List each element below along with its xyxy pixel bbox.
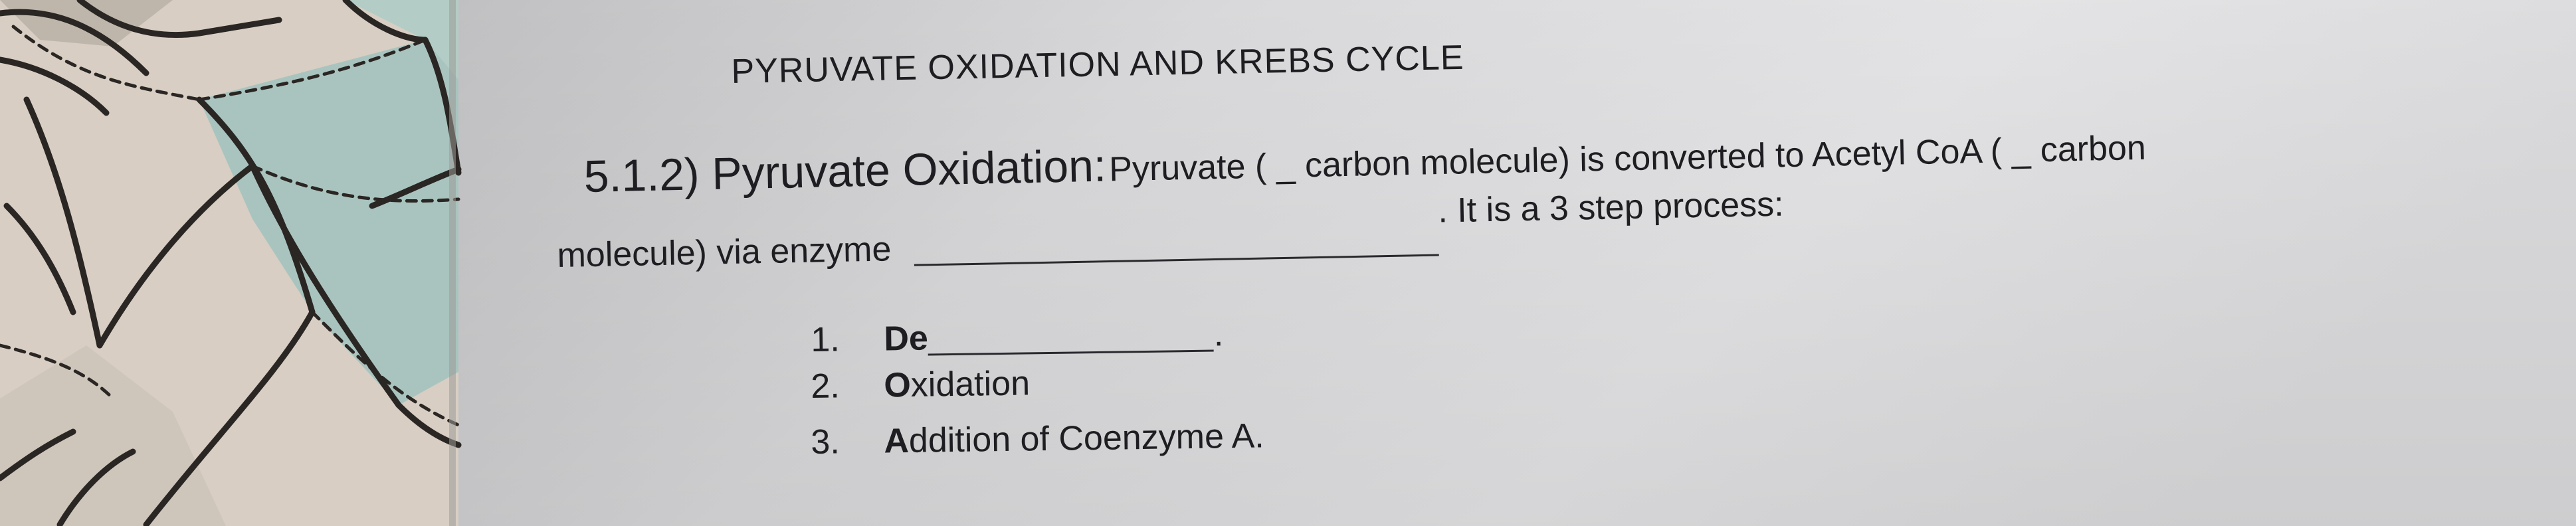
sentence-part-3: . It is a 3 step process:: [1437, 185, 1785, 230]
step-number: 1.: [810, 320, 841, 359]
step-text: ddition of Coenzyme A.: [908, 416, 1265, 460]
step-blank: [928, 321, 1215, 356]
step-initial: A: [883, 421, 910, 461]
step-number: 3.: [810, 422, 841, 462]
step-text: xidation: [910, 364, 1031, 404]
step-number: 2.: [810, 367, 841, 406]
step-item-1: [811, 317, 1224, 357]
step-item-3: [811, 418, 1264, 460]
step-trailing: .: [1213, 315, 1224, 354]
step-initial: O: [883, 365, 912, 405]
document-title: PYRUVATE OXIDATION AND KREBS CYCLE: [730, 38, 1464, 91]
step-item-2: [811, 366, 1030, 404]
step-initial: De: [883, 319, 929, 359]
sentence-part-1: Pyruvate ( _ carbon molecule) is converted to Acetyl CoA ( _ carbon: [1108, 128, 2147, 189]
fabric-pattern: [0, 0, 458, 526]
section-heading: 5.1.2) Pyruvate Oxidation:: [583, 140, 1107, 202]
sentence-part-2: molecule) via enzyme: [556, 230, 892, 275]
